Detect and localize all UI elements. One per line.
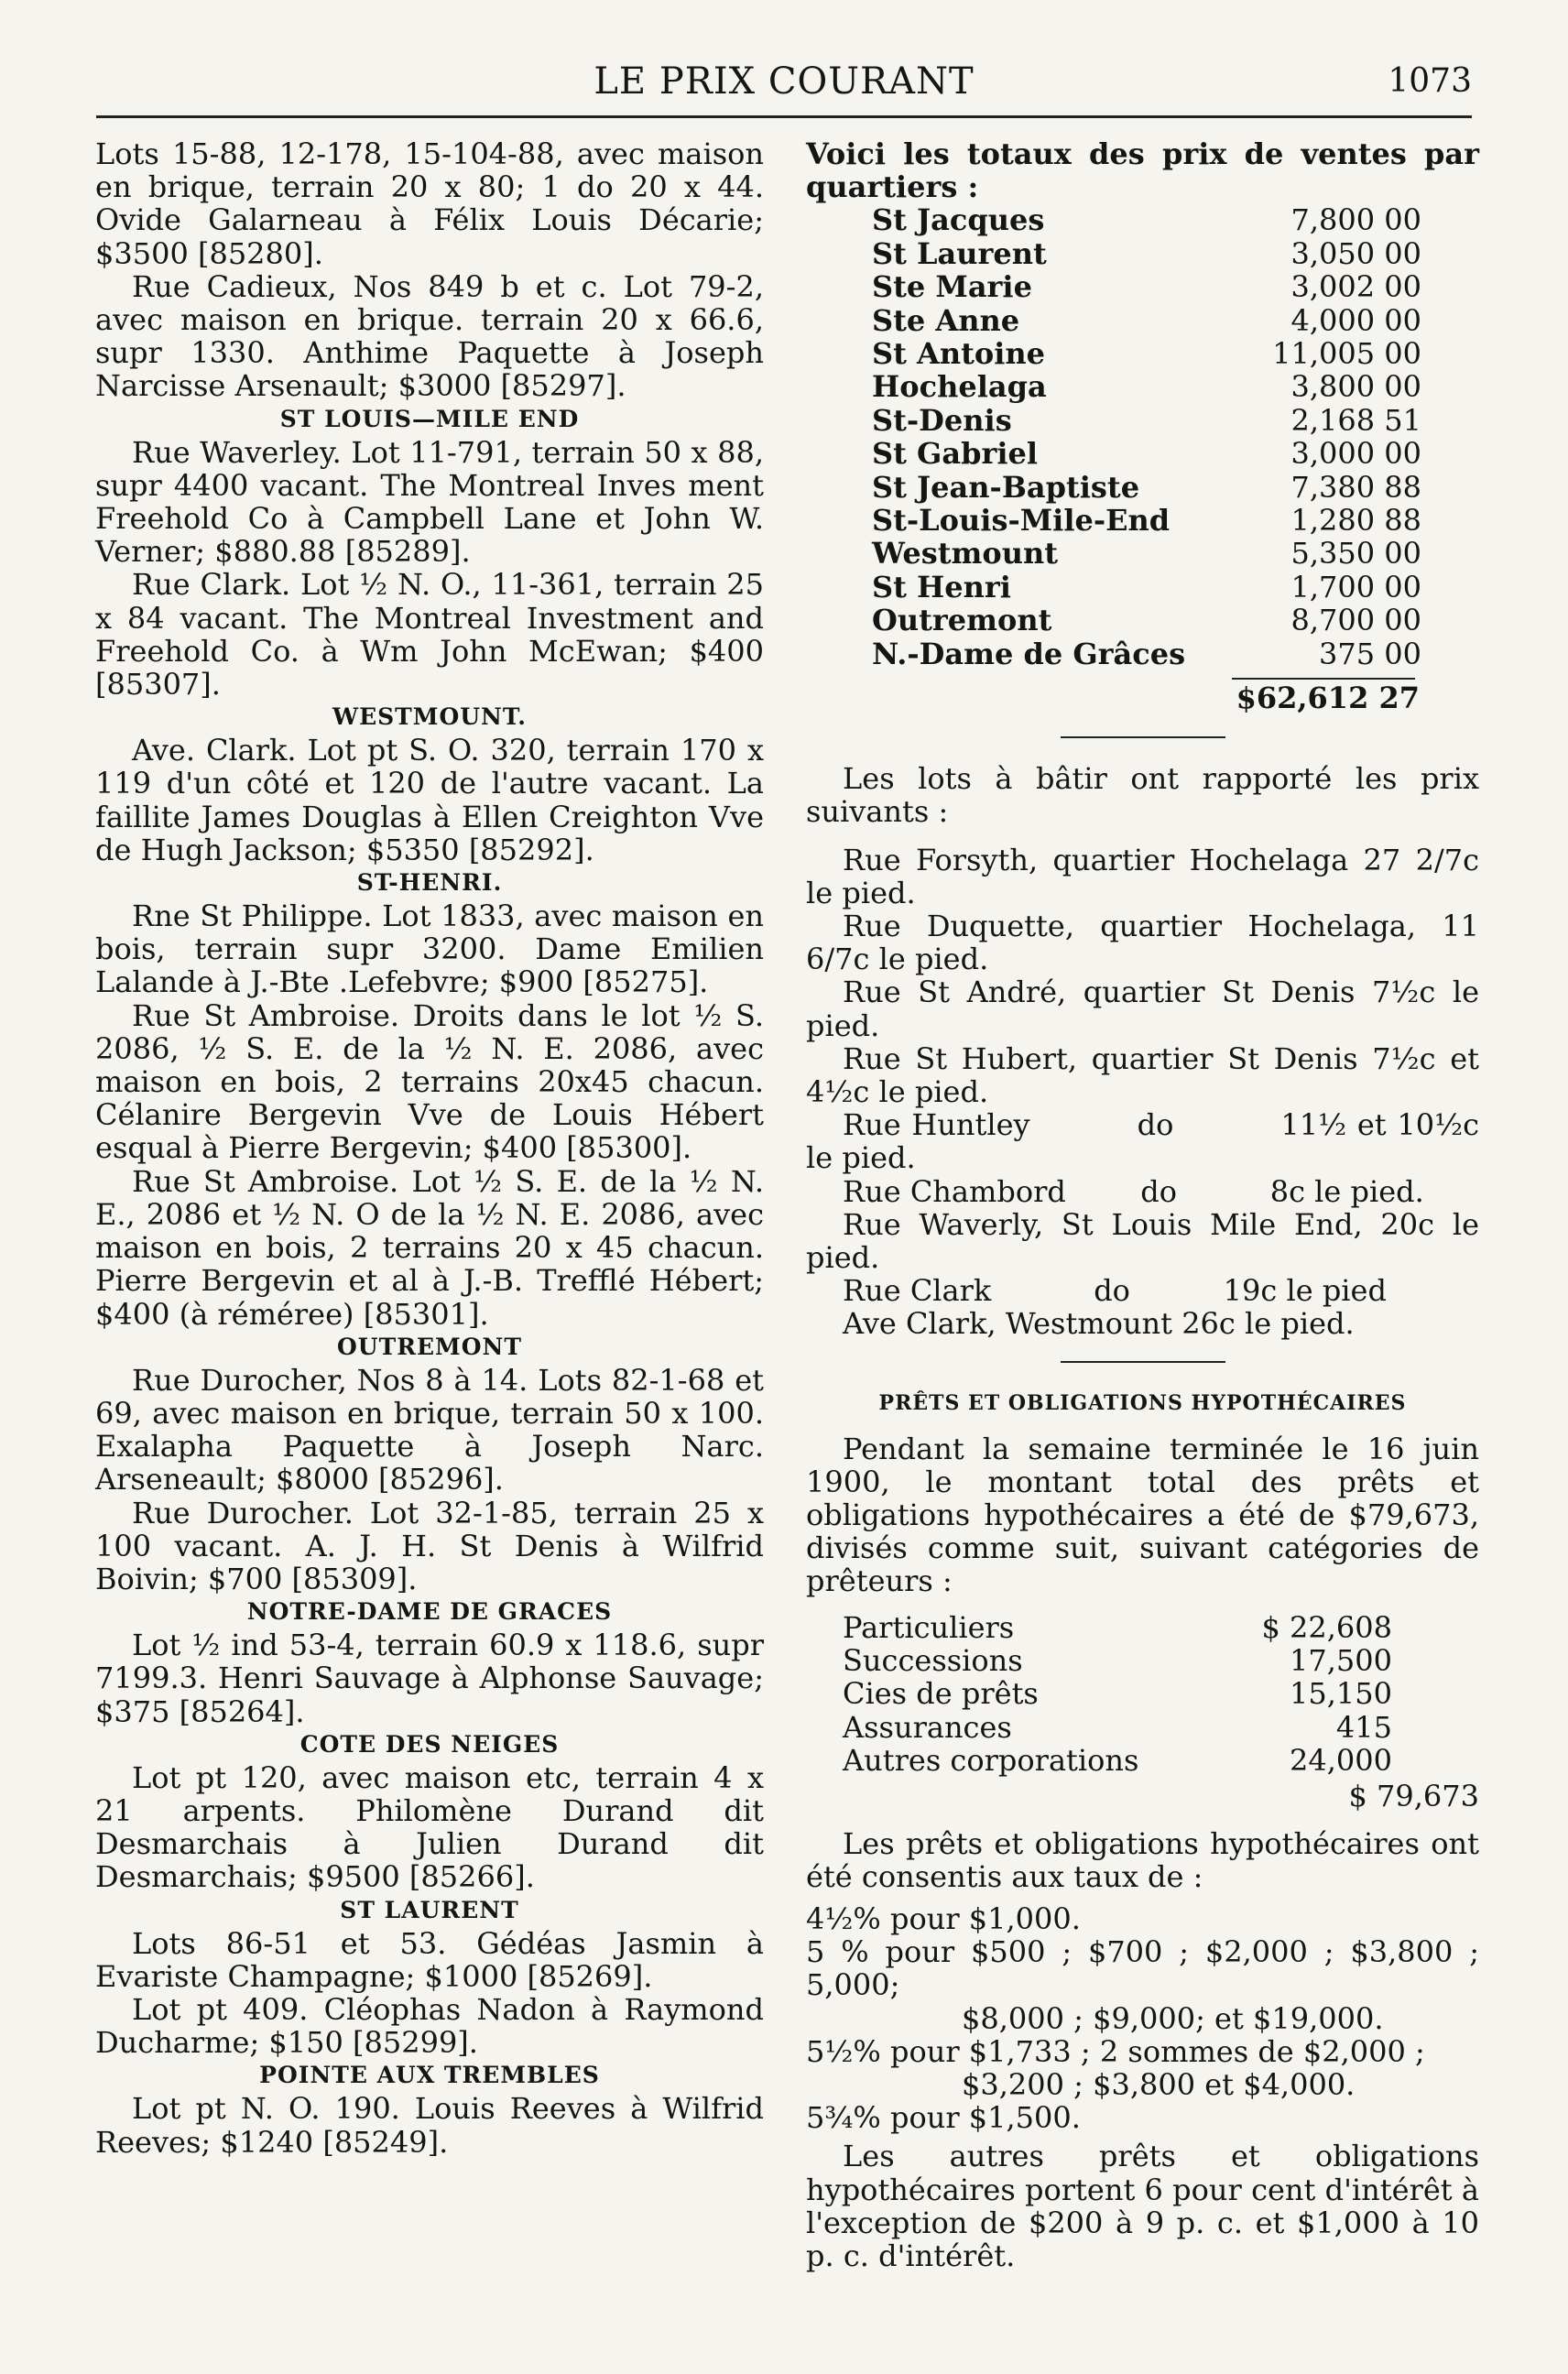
transaction-entry: Rue St Ambroise. Droits dans le lot ½ S. 2086, ½ S. E. de la ½ N. E. 2086, avec maison en bois, 2 terrains 20x45 chacun. Célanire Bergevin Vve de Louis Hébert esqual à Pierre Bergevin; $400 [85300]. bbox=[95, 997, 764, 1166]
quarter-value: 4,000 00 bbox=[1290, 302, 1421, 338]
transaction-entry: Lots 15-88, 12-178, 15-104-88, avec maison en brique, terrain 20 x 80; 1 do 20 x 44. Ovide Galarneau à Félix Louis Décarie; $3500 [85280]. bbox=[95, 136, 764, 271]
quarters-total: $62,612 27 bbox=[1236, 681, 1420, 716]
section-heading: OUTREMONT bbox=[337, 1333, 522, 1360]
lender-name: Cies de prêts bbox=[843, 1676, 1039, 1712]
lenders-total: $ 79,673 bbox=[1348, 1778, 1479, 1813]
lot-price-entry: Rue St André, quartier St Denis 7½c le pied. bbox=[806, 975, 1489, 1043]
quarter-row bbox=[872, 571, 1421, 604]
transaction-entry: Lot pt N. O. 190. Louis Reeves à Wilfrid Reeves; $1240 [85249]. bbox=[95, 2091, 764, 2160]
journal-title: LE PRIX COURANT bbox=[593, 60, 975, 103]
quarter-value: 3,050 00 bbox=[1290, 235, 1421, 271]
lot-price-entry: Rue Huntley do 11½ et 10½c le pied. bbox=[806, 1107, 1489, 1176]
quarter-row bbox=[872, 604, 1421, 637]
quarter-value: 7,380 88 bbox=[1290, 469, 1421, 505]
quarter-row bbox=[872, 471, 1421, 504]
quarter-value: 11,005 00 bbox=[1272, 336, 1421, 372]
closing-paragraph: Les autres prêts et obligations hypothécaires portent 6 pour cent d'intérêt à l'exception de $200 à 9 p. c. et $1,000 à 10 p. c. d'intérêt. bbox=[806, 2139, 1479, 2274]
loans-intro: Pendant la semaine terminée le 16 juin 1900, le montant total des prêts et obligations hypothécaires a été de $79,673, divisés comme suit, suivant catégories de prêteurs : bbox=[806, 1431, 1479, 1599]
transaction-entry: Lot pt 120, avec maison etc, terrain 4 x 21 arpents. Philomène Durand dit Desmarchais à Julien Durand dit Desmarchais; $9500 [85266]. bbox=[95, 1759, 764, 1895]
transaction-entry: Rue Durocher, Nos 8 à 14. Lots 82-1-68 et 69, avec maison en brique, terrain 50 x 100. Exalapha Paquette à Joseph Narc. Arseneault; $8000 [85296]. bbox=[95, 1362, 764, 1497]
section-heading: NOTRE-DAME DE GRACES bbox=[246, 1598, 613, 1626]
transaction-entry: Rue Durocher. Lot 32-1-85, terrain 25 x 100 vacant. A. J. H. St Denis à Wilfrid Boivin; $700 [85309]. bbox=[95, 1495, 764, 1596]
quarter-name: St Henri bbox=[872, 569, 1011, 604]
lender-name: Successions bbox=[843, 1642, 1023, 1678]
section-heading: ST LOUIS—MILE END bbox=[279, 405, 580, 432]
lender-amount: 15,150 bbox=[1290, 1676, 1392, 1712]
quarter-row bbox=[872, 304, 1421, 337]
lender-amount: $ 22,608 bbox=[1261, 1609, 1392, 1645]
rates-intro: Les prêts et obligations hypothécaires ont été consentis aux taux de : bbox=[806, 1825, 1479, 1894]
quarter-name: St-Louis-Mile-End bbox=[872, 503, 1171, 539]
lender-row bbox=[843, 1611, 1392, 1644]
quarter-value: 3,002 00 bbox=[1290, 269, 1421, 305]
quarter-value: 8,700 00 bbox=[1290, 603, 1421, 638]
section-heading: POINTE AUX TREMBLES bbox=[259, 2062, 600, 2089]
lot-prices-list bbox=[806, 842, 1489, 1342]
lot-price-entry: Rue Chambord do 8c le pied. bbox=[843, 1173, 1424, 1209]
transaction-entry: Lot pt 409. Cléophas Nadon à Raymond Ducharme; $150 [85299]. bbox=[95, 1991, 764, 2061]
quarter-name: St Jean-Baptiste bbox=[872, 469, 1140, 505]
left-column bbox=[95, 137, 764, 2159]
lender-name: Autres corporations bbox=[843, 1743, 1139, 1779]
rate-entry-continued: $3,200 ; $3,800 et $4,000. bbox=[962, 2067, 1356, 2103]
quarters-totals-table bbox=[872, 203, 1421, 670]
quarter-name: Ste Anne bbox=[872, 302, 1020, 338]
section-heading: ST-HENRI. bbox=[356, 869, 503, 897]
quarter-row bbox=[872, 437, 1421, 470]
transaction-entry: Rne St Philippe. Lot 1833, avec maison en bois, terrain supr 3200. Dame Emilien Lalande à J.-Bte .Lefebvre; $900 [85275]. bbox=[95, 898, 764, 1000]
quarter-name: Ste Marie bbox=[872, 269, 1032, 305]
rate-entry-continued: $8,000 ; $9,000; et $19,000. bbox=[962, 2000, 1384, 2036]
transaction-entry: Rue St Ambroise. Lot ½ S. E. de la ½ N. E., 2086 et ½ N. O de la ½ N. E. 2086, avec maison en bois, 2 terrains 20 x 45 chacun. Pierre Bergevin et al à J.-B. Trefflé Hébert; $400 (à réméree) [85301]. bbox=[95, 1163, 764, 1332]
lot-price-entry: Rue Clark do 19c le pied bbox=[843, 1273, 1387, 1309]
lot-price-entry: Rue Duquette, quartier Hochelaga, 11 6/7c le pied. bbox=[806, 908, 1489, 977]
quarter-value: 2,168 51 bbox=[1290, 402, 1421, 438]
rate-entry: 4½% pour $1,000. bbox=[806, 1901, 1081, 1936]
lots-intro: Les lots à bâtir ont rapporté les prix suivants : bbox=[806, 761, 1479, 830]
quarter-row bbox=[872, 203, 1421, 236]
quarter-value: 3,000 00 bbox=[1290, 436, 1421, 472]
rate-entry: 5 % pour $500 ; $700 ; $2,000 ; $3,800 ; 5,000; bbox=[806, 1934, 1479, 2003]
quarter-row bbox=[872, 504, 1421, 537]
quarter-name: St Gabriel bbox=[872, 436, 1038, 472]
quarter-value: 1,700 00 bbox=[1290, 569, 1421, 604]
page-number: 1073 bbox=[1388, 62, 1472, 100]
quarter-name: Hochelaga bbox=[872, 369, 1047, 405]
rate-entry: 5¾% pour $1,500. bbox=[806, 2100, 1081, 2136]
transaction-entry: Lots 86-51 et 53. Gédéas Jasmin à Evariste Champagne; $1000 [85269]. bbox=[95, 1925, 764, 1994]
lender-amount: 17,500 bbox=[1290, 1642, 1392, 1678]
section-heading: ST LAURENT bbox=[340, 1896, 519, 1923]
quarter-row bbox=[872, 537, 1421, 570]
lot-price-entry: Ave Clark, Westmount 26c le pied. bbox=[843, 1306, 1355, 1342]
quarter-row bbox=[872, 237, 1421, 270]
quarter-value: 3,800 00 bbox=[1290, 369, 1421, 405]
lenders-table bbox=[843, 1611, 1392, 1778]
section-separator bbox=[1061, 736, 1225, 738]
quarter-name: St-Denis bbox=[872, 402, 1012, 438]
quarter-name: St Antoine bbox=[872, 336, 1046, 372]
quarter-name: Westmount bbox=[872, 536, 1058, 572]
header-rule bbox=[96, 115, 1472, 118]
lender-row bbox=[843, 1711, 1392, 1744]
lot-price-entry: Rue Waverly, St Louis Mile End, 20c le pied. bbox=[806, 1206, 1489, 1275]
page-header bbox=[96, 57, 1472, 108]
transaction-entry: Ave. Clark. Lot pt S. O. 320, terrain 170 x 119 d'un côté et 120 de l'autre vacant. La faillite James Douglas à Ellen Creighton Vve de Hugh Jackson; $5350 [85292]. bbox=[95, 733, 764, 867]
lender-row bbox=[843, 1744, 1392, 1777]
rates-list bbox=[806, 1902, 1479, 2134]
quarter-row bbox=[872, 270, 1421, 303]
quarter-row bbox=[872, 404, 1421, 437]
section-separator bbox=[1061, 1361, 1225, 1363]
transaction-entry: Lot ½ ind 53-4, terrain 60.9 x 118.6, supr 7199.3. Henri Sauvage à Alphonse Sauvage; $375 [85264]. bbox=[95, 1628, 764, 1729]
lot-price-entry: Rue Forsyth, quartier Hochelaga 27 2/7c le pied. bbox=[806, 842, 1489, 910]
quarter-name: St Jacques bbox=[872, 202, 1045, 238]
lender-amount: 415 bbox=[1335, 1709, 1392, 1745]
quarter-name: N.-Dame de Grâces bbox=[872, 636, 1186, 671]
quarter-row bbox=[872, 337, 1421, 370]
section-heading: WESTMOUNT. bbox=[332, 703, 527, 731]
quarter-value: 1,280 88 bbox=[1290, 503, 1421, 539]
quarter-value: 375 00 bbox=[1319, 636, 1421, 671]
rate-entry: 5½% pour $1,733 ; 2 sommes de $2,000 ; bbox=[806, 2033, 1425, 2069]
transaction-entry: Rue Cadieux, Nos 849 b et c. Lot 79-2, avec maison en brique. terrain 20 x 66.6, supr 1330. Anthime Paquette à Joseph Narcisse Arsenault; $3000 [85297]. bbox=[95, 268, 764, 404]
lender-row bbox=[843, 1644, 1392, 1677]
lender-name: Particuliers bbox=[843, 1609, 1015, 1645]
lenders-total-row bbox=[806, 1778, 1479, 1814]
right-column bbox=[806, 136, 1489, 2274]
loans-heading: PRÊTS ET OBLIGATIONS HYPOTHÉCAIRES bbox=[878, 1390, 1407, 1415]
section-heading: COTE DES NEIGES bbox=[299, 1730, 560, 1758]
totals-intro: Voici les totaux des prix de ventes par quartiers : bbox=[806, 136, 1479, 205]
transaction-entry: Rue Waverley. Lot 11-791, terrain 50 x 88, supr 4400 vacant. The Montreal Inves ment Freehold Co à Campbell Lane et John W. Verner; $880.88 [85289]. bbox=[95, 434, 764, 570]
quarter-name: Outremont bbox=[872, 603, 1052, 638]
quarter-row bbox=[872, 637, 1421, 670]
quarter-value: 7,800 00 bbox=[1290, 202, 1421, 238]
quarter-name: St Laurent bbox=[872, 235, 1047, 271]
lender-name: Assurances bbox=[843, 1709, 1012, 1745]
transaction-entry: Rue Clark. Lot ½ N. O., 11-361, terrain 25 x 84 vacant. The Montreal Investment and Freehold Co. à Wm John McEwan; $400 [85307]. bbox=[95, 567, 764, 702]
lender-amount: 24,000 bbox=[1290, 1743, 1392, 1779]
quarter-value: 5,350 00 bbox=[1290, 536, 1421, 572]
quarter-row bbox=[872, 370, 1421, 403]
lender-row bbox=[843, 1677, 1392, 1710]
lot-price-entry: Rue St Hubert, quartier St Denis 7½c et 4½c le pied. bbox=[806, 1040, 1489, 1109]
